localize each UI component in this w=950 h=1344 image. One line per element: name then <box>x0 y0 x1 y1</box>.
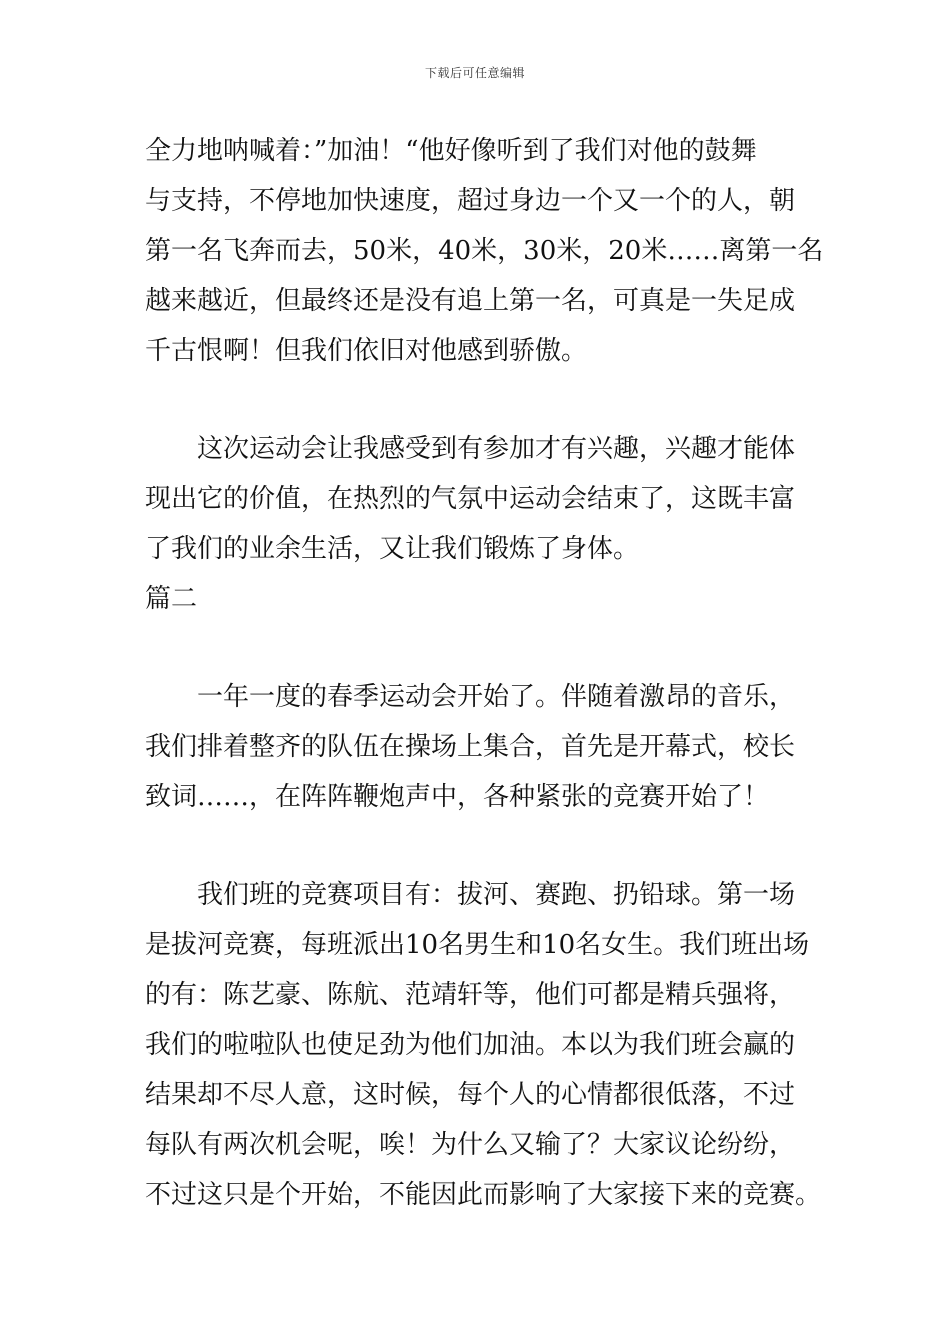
paragraph-line: 我们班的竞赛项目有：拔河、赛跑、扔铅球。第一场 <box>197 880 796 910</box>
paragraph <box>145 672 809 822</box>
paragraph-gap <box>145 376 809 424</box>
paragraph-line: 不过这只是个开始，不能因此而影响了大家接下来的竞赛。 <box>145 1180 822 1210</box>
header-note: 下载后可任意编辑 <box>424 66 525 80</box>
paragraph-line: 与支持，不停地加快速度，超过身边一个又一个的人，朝 <box>145 186 796 216</box>
paragraph <box>145 424 809 574</box>
paragraph-line: 第一名飞奔而去，50米，40米，30米，20米……离第一名 <box>145 236 824 266</box>
paragraph-line: 我们排着整齐的队伍在操场上集合，首先是开幕式，校长 <box>145 732 796 762</box>
paragraph-line: 越来越近，但最终还是没有追上第一名，可真是一失足成 <box>145 286 796 316</box>
paragraph-line: 千古恨啊！但我们依旧对他感到骄傲。 <box>145 336 588 366</box>
paragraph-line: 致词……，在阵阵鞭炮声中，各种紧张的竞赛开始了！ <box>145 782 770 812</box>
document-body <box>145 126 824 1220</box>
paragraph-line: 是拔河竞赛，每班派出10名男生和10名女生。我们班出场 <box>145 930 810 960</box>
paragraph-gap <box>145 624 809 672</box>
paragraph-line: 了我们的业余生活，又让我们锻炼了身体。 <box>145 534 640 564</box>
paragraph-line: 一年一度的春季运动会开始了。伴随着激昂的音乐， <box>197 682 796 712</box>
paragraph-line: 现出它的价值，在热烈的气氛中运动会结束了，这既丰富 <box>145 484 796 514</box>
section-title: 篇二 <box>145 584 198 614</box>
paragraph-line: 结果却不尽人意，这时候，每个人的心情都很低落，不过 <box>145 1080 796 1110</box>
paragraph-line: 这次运动会让我感受到有参加才有兴趣，兴趣才能体 <box>197 434 796 464</box>
paragraph-line: 每队有两次机会呢，唉！为什么又输了？大家议论纷纷， <box>145 1130 796 1160</box>
paragraph <box>145 870 822 1220</box>
paragraph <box>145 126 824 376</box>
paragraph-line: 全力地呐喊着：”加油！“他好像听到了我们对他的鼓舞 <box>145 136 757 166</box>
paragraph-gap <box>145 822 809 870</box>
paragraph-line: 我们的啦啦队也使足劲为他们加油。本以为我们班会赢的 <box>145 1030 796 1060</box>
paragraph-line: 的有：陈艺豪、陈航、范靖轩等，他们可都是精兵强将， <box>145 980 796 1010</box>
